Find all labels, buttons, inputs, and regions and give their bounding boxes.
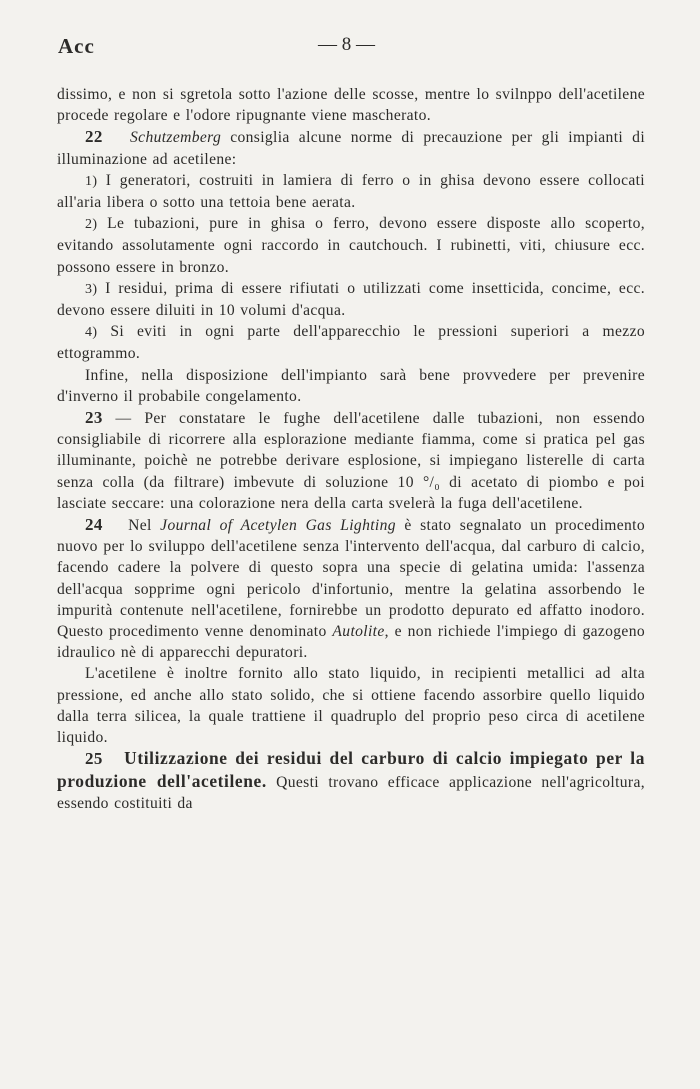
item-text: I residui, prima di essere rifiutati o utilizzati come insetticida, concime, ecc. devono essere diluiti in 10 volumi d'acqua. [57, 279, 645, 320]
list-item [57, 321, 645, 364]
product-name: Autolite [332, 623, 385, 641]
section-number: 23 [85, 408, 103, 428]
journal-title: Journal of Acetylen Gas Lighting [160, 517, 396, 535]
section-number: 22 [85, 127, 103, 147]
item-number: 4) [85, 325, 98, 341]
section-heading: Utilizzazione dei residui del carburo di calcio impiegato per la produzione dell'acetilene. [57, 748, 645, 791]
paragraph-23 [57, 407, 645, 514]
paragraph-text: è stato segnalato un procedimento nuovo per lo sviluppo dell'acetilene senza l'intervento dell'acqua, dal carburo di calcio, facendo cadere la polvere di questo sopra una specie di gelatina umida: l'assenza dell'acqua sopprime ogni pericolo d'infortunio, mentre la gelatina assorbendo le impurità contenute nell'acetilene, fornirebbe un prodotto depurato ed affatto inodoro. Questo procedimento venne denominato [57, 517, 646, 641]
item-number: 3) [85, 281, 98, 297]
paragraph-25 [57, 748, 645, 814]
paragraph: dissimo, e non si sgretola sotto l'azione delle scosse, mentre lo svilnppo dell'acetilene procede regolare e l'odore ripugnante viene mascherato. [57, 86, 645, 125]
running-head [0, 30, 700, 60]
paragraph-text: , e non richiede l'impiego di gazogeno idraulico nè di apparecchi depuratori. [57, 623, 645, 662]
list-item [57, 278, 645, 321]
item-number: 1) [85, 173, 98, 189]
section-number: 25 [85, 749, 103, 769]
item-number: 2) [85, 217, 98, 233]
paragraph: L'acetilene è inoltre fornito allo stato liquido, in recipienti metallici ad alta pressione, ed anche allo stato solido, che si ottiene facendo assorbire quello liquido dalla terra silicea, la quale trattiene il quadruplo del proprio peso circa di acetilene liquido. [57, 665, 645, 747]
item-text: I generatori, costruiti in lamiera di ferro o in ghisa devono essere collocati all'aria libera o sotto una tettoia bene aerata. [57, 171, 645, 212]
section-number: 24 [85, 515, 103, 535]
author-name: Schutzemberg [130, 129, 222, 147]
paragraph-22 [57, 126, 645, 169]
paragraph-24 [57, 514, 645, 663]
list-item [57, 213, 645, 278]
body-text [57, 84, 645, 814]
page-number: — 8 — [318, 34, 375, 55]
item-text: Le tubazioni, pure in ghisa o ferro, devono essere disposte allo scoperto, evitando assolutamente ogni raccordo in cautchouch. I rubinetti, viti, chiusure ecc. possono essere in bronzo. [57, 215, 645, 276]
paragraph: Infine, nella disposizione dell'impianto sarà bene provvedere per prevenire d'inverno il probabile congelamento. [57, 366, 645, 405]
paragraph-text: Nel [119, 517, 161, 535]
section-title: Acc [58, 34, 95, 58]
paragraph-text: Questi trovano efficace applicazione nell'agricoltura, essendo costituiti da [57, 773, 645, 812]
list-item [57, 170, 645, 213]
paragraph-text: consiglia alcune norme di precauzione per gli impianti di illuminazione ad acetilene: [57, 129, 645, 168]
item-text: Si eviti in ogni parte dell'apparecchio le pressioni superiori a mezzo ettogrammo. [57, 323, 645, 363]
paragraph-text: — Per constatare le fughe dell'acetilene dalle tubazioni, non essendo consigliabile di ricorrere alla esplorazione mediante fiamma, come si pratica pel gas illuminante, poichè ne potrebbe derivare esplosione, si impiegano listerelle di carta senza colla (da filtrare) imbevute di soluzione 10 °/₀ di acetato di piombo e poi lasciate seccare: una colorazione nera della carta svelerà la fuga dell'acetilene. [57, 410, 645, 512]
